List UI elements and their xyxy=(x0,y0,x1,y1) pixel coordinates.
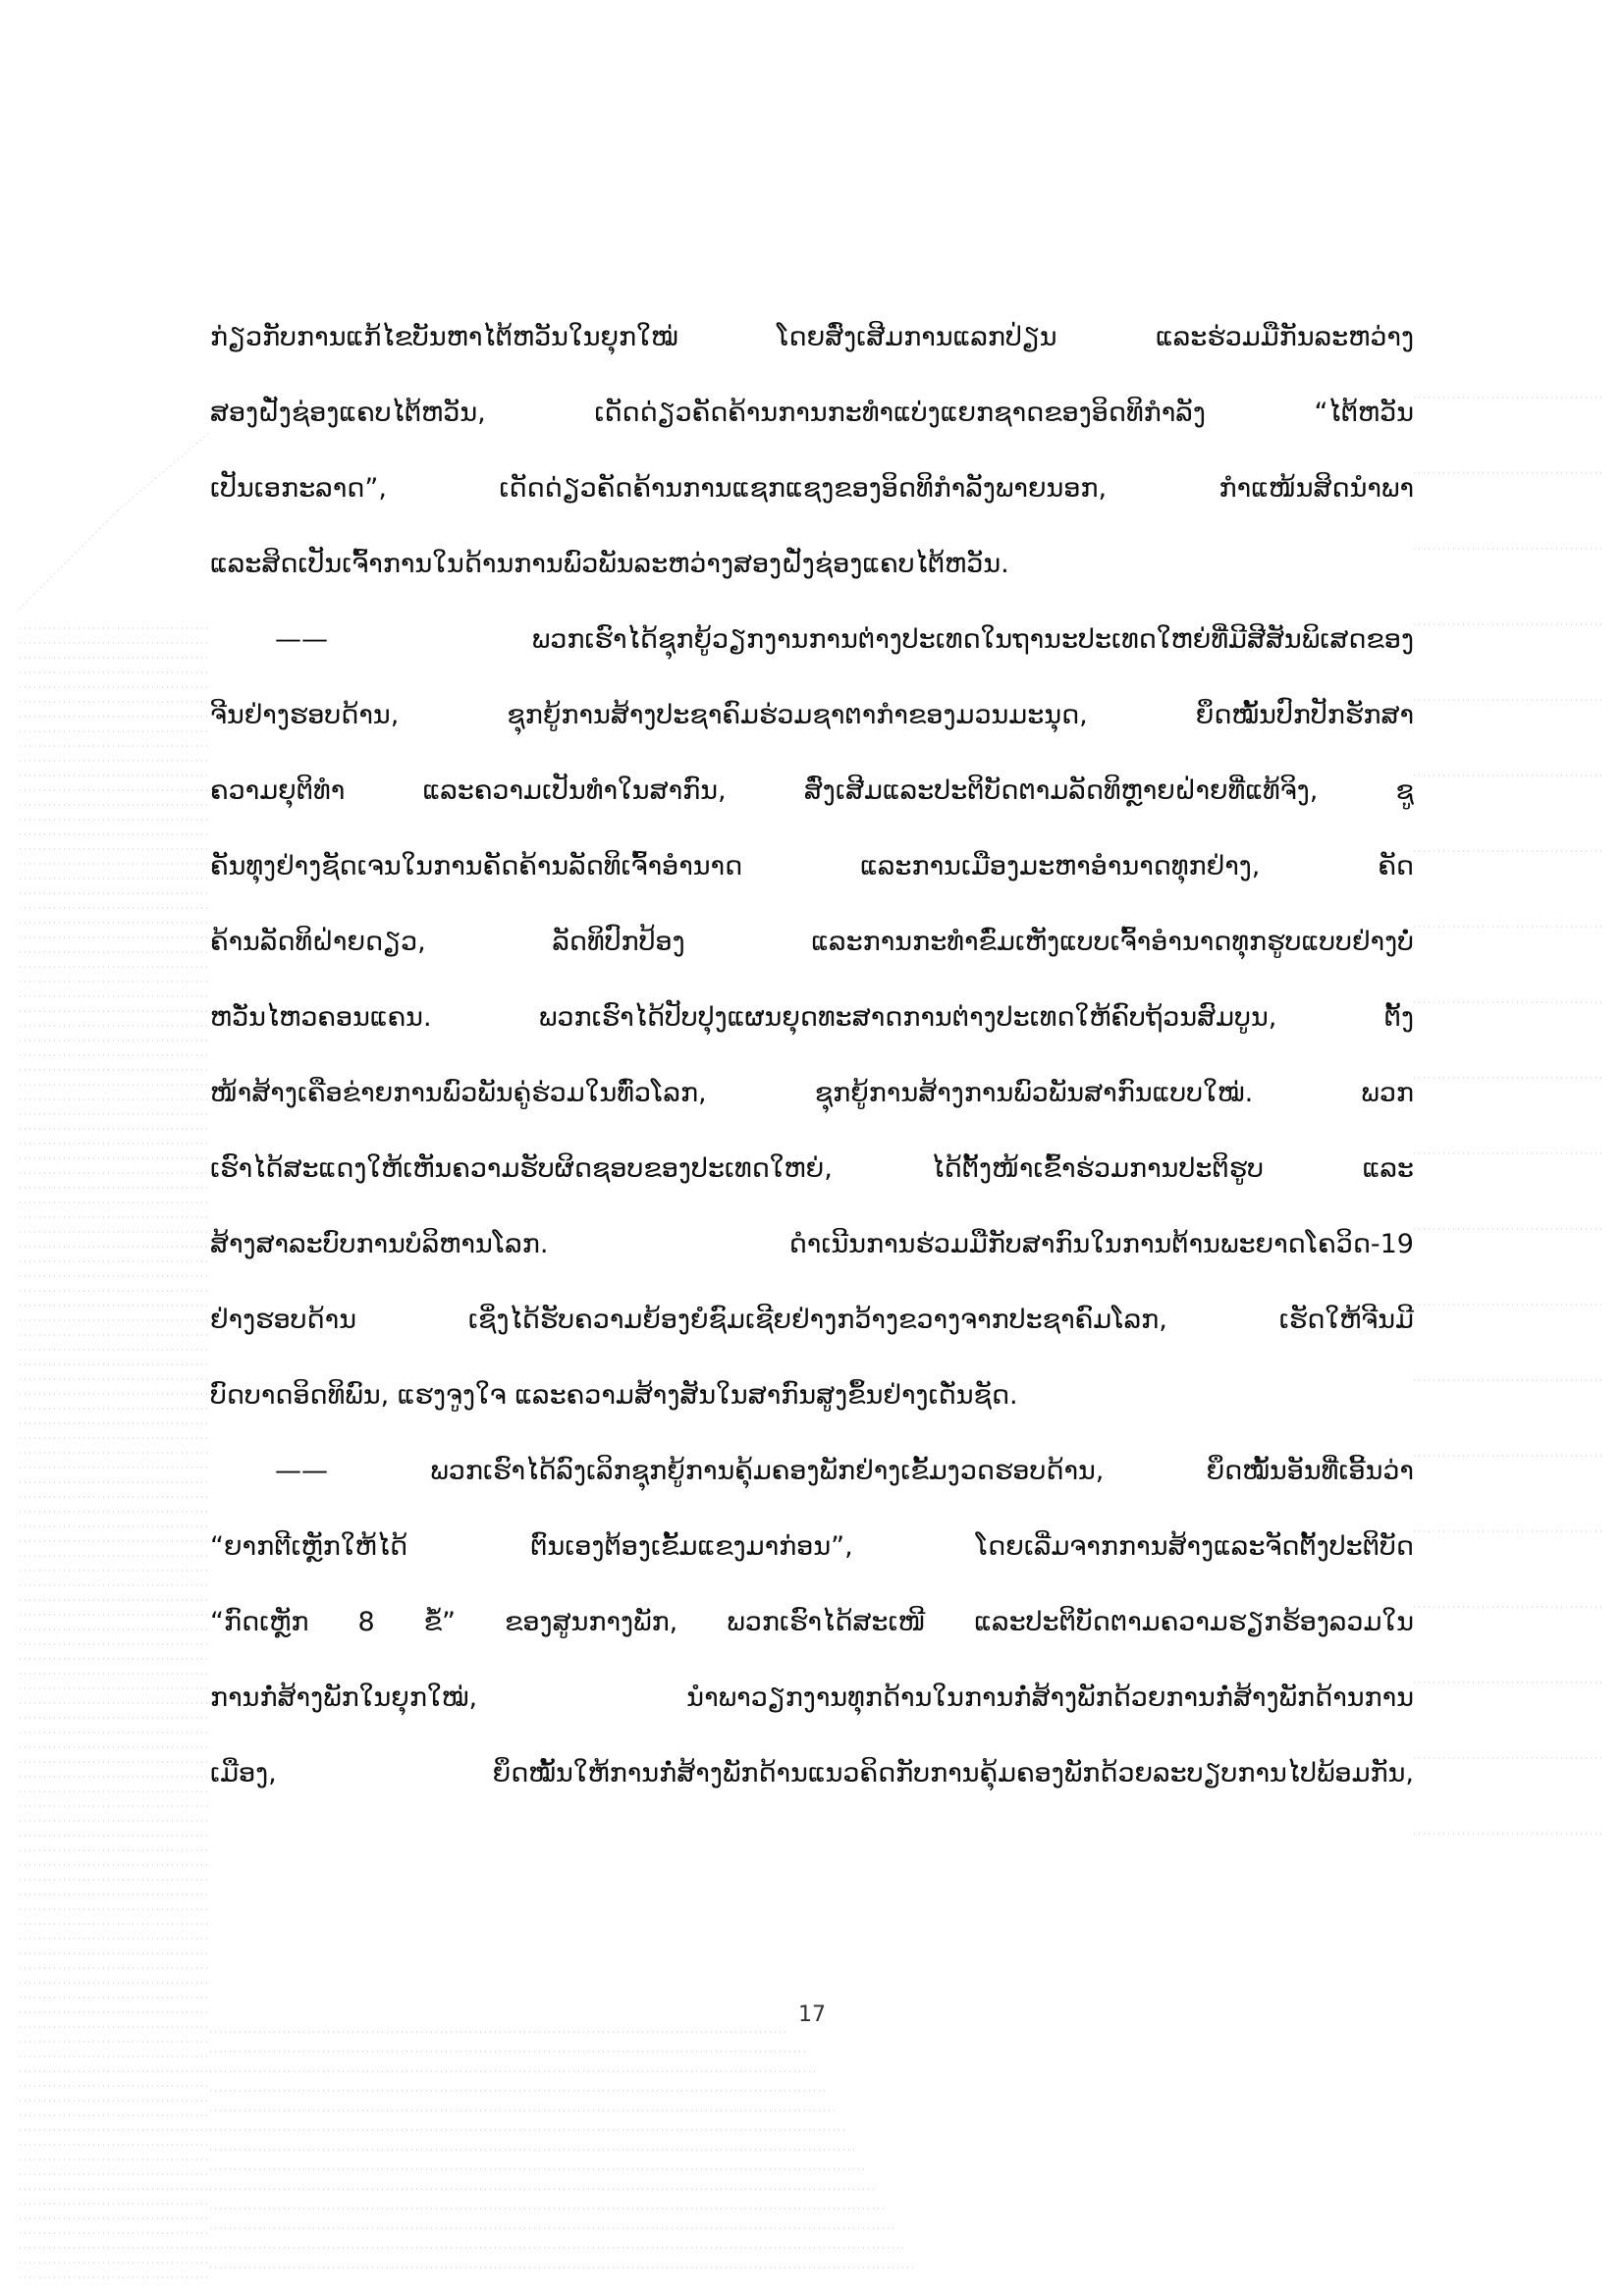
text-line-18-content: “ກົດເຫຼັກ 8 ຂໍ້” ຂອງສູນກາງພັກ, ພວກເຮົາໄດ້ສະເໜີ ແລະປະຕິບັດຕາມຄວາມຮຽກຮ້ອງລວມໃນ xyxy=(210,1607,1414,1637)
text-line-17-content: “ຍາກຕີເຫຼັກໃຫ້ໄດ້ ຕົນເອງຕ້ອງເຂັ້ມແຂງມາກ່ອນ”, ໂດຍເລີ່ມຈາກການສ້າງແລະຈັດຕັ້ງປະຕິບັດ xyxy=(210,1531,1414,1562)
text-line-13-content: ສ້າງສາລະບົບການບໍລິຫານໂລກ. ດຳເນີນການຮ່ວມມືກັບສາກົນໃນການຕ້ານພະຍາດໂຄວິດ-19 xyxy=(210,1229,1414,1259)
text-line-6-content: ຈີນຢ່າງຮອບດ້ານ, ຊຸກຍູ້ການສ້າງປະຊາຄົມຮ່ວມຊາຕາກຳຂອງມວນມະນຸດ, ຍຶດໝັ້ນປົກປັກຮັກສາ xyxy=(210,700,1414,730)
text-line-12 xyxy=(210,1131,1414,1206)
text-line-8 xyxy=(210,828,1414,904)
text-line-14-content: ຢ່າງຮອບດ້ານ ເຊິ່ງໄດ້ຮັບຄວາມຍ້ອງຍໍຊົມເຊີຍຢ່າງກວ້າງຂວາງຈາກປະຊາຄົມໂລກ, ເຮັດໃຫ້ຈີນມີ xyxy=(210,1305,1414,1335)
text-line-20-content: ເມືອງ, ຍຶດໝັ້ນໃຫ້ການກໍ່ສ້າງພັກດ້ານແນວຄິດກັບການຄຸ້ມຄອງພັກດ້ວຍລະບຽບການໄປພ້ອມກັນ, xyxy=(210,1758,1414,1789)
text-line-7-content: ຄວາມຍຸຕິທຳ ແລະຄວາມເປັນທຳໃນສາກົນ, ສົ່ງເສີມແລະປະຕິບັດຕາມລັດທິຫຼາຍຝ່າຍທີ່ແທ້ຈິງ, ຊູ xyxy=(210,775,1414,806)
text-line-3 xyxy=(210,451,1414,526)
text-line-12-content: ເຮົາໄດ້ສະແດງໃຫ້ເຫັນຄວາມຮັບຜິດຊອບຂອງປະເທດໃຫຍ່, ໄດ້ຕັ້ງໜ້າເຂົ້າຮ່ວມການປະຕິຮູບ ແລະ xyxy=(210,1153,1414,1184)
text-line-18 xyxy=(210,1584,1414,1660)
text-line-11-content: ໜ້າສ້າງເຄືອຂ່າຍການພົວພັນຄູ່ຮ່ວມໃນທົ່ວໂລກ, ຊຸກຍູ້ການສ້າງການພົວພັນສາກົນແບບໃໝ່. ພວກ xyxy=(210,1078,1414,1108)
text-line-5-content: —— ພວກເຮົາໄດ້ຊຸກຍູ້ວຽກງານການຕ່າງປະເທດໃນຖານະປະເທດໃຫຍ່ທີ່ມີສີສັນພິເສດຂອງ xyxy=(275,624,1414,655)
text-line-14 xyxy=(210,1282,1414,1358)
text-line-9 xyxy=(210,904,1414,980)
text-line-2 xyxy=(210,375,1414,451)
text-line-2-content: ສອງຝັ່ງຊ່ອງແຄບໄຕ້ຫວັນ, ເດັດດ່ຽວຄັດຄ້ານການກະທຳແບ່ງແຍກຊາດຂອງອິດທິກຳລັງ “ໄຕ້ຫວັນ xyxy=(210,398,1414,428)
text-line-20 xyxy=(210,1735,1414,1811)
text-line-15 xyxy=(210,1358,1414,1433)
text-line-19-content: ການກໍ່ສ້າງພັກໃນຍຸກໃໝ່, ນຳພາວຽກງານທຸກດ້ານໃນການກໍ່ສ້າງພັກດ້ວຍການກໍ່ສ້າງພັກດ້ານການ xyxy=(210,1682,1414,1713)
text-line-10-content: ຫວັ່ນໄຫວຄອນແຄນ. ພວກເຮົາໄດ້ປັບປຸງແຜນຍຸດທະສາດການຕ່າງປະເທດໃຫ້ຄົບຖ້ວນສົມບູນ, ຕັ້ງ xyxy=(210,1002,1414,1033)
text-line-3-content: ເປັນເອກະລາດ”, ເດັດດ່ຽວຄັດຄ້ານການແຊກແຊງຂອງອິດທິກຳລັງພາຍນອກ, ກຳແໜ້ນສິດນຳພາ xyxy=(210,473,1414,504)
text-line-4-content: ແລະສິດເປັນເຈົ້າການໃນດ້ານການພົວພັນລະຫວ່າງສອງຝັ່ງຊ່ອງແຄບໄຕ້ຫວັນ. xyxy=(210,549,1009,579)
text-line-6 xyxy=(210,677,1414,753)
text-line-1-content: ກ່ຽວກັບການແກ້ໄຂບັນຫາໄຕ້ຫວັນໃນຍຸກໃໝ່ ໂດຍສົ່ງເສີມການແລກປ່ຽນ ແລະຮ່ວມມືກັນລະຫວ່າງ xyxy=(210,322,1414,352)
text-line-5 xyxy=(210,602,1414,677)
text-line-19 xyxy=(210,1660,1414,1735)
text-line-10 xyxy=(210,980,1414,1055)
text-line-17 xyxy=(210,1509,1414,1584)
text-line-15-content: ບົດບາດອິດທິພົນ, ແຮງຈູງໃຈ ແລະຄວາມສ້າງສັນໃນສາກົນສູງຂຶ້ນຢ່າງເດັ່ນຊັດ. xyxy=(210,1380,1018,1411)
text-line-1 xyxy=(210,299,1414,375)
text-line-7 xyxy=(210,753,1414,828)
page-number: 17 xyxy=(798,2002,826,2027)
text-line-11 xyxy=(210,1055,1414,1131)
text-line-9-content: ຄ້ານລັດທິຝ່າຍດຽວ, ລັດທິປົກປ້ອງ ແລະການກະທຳຂົ່ມເຫັງແບບເຈົ້າອຳນາດທຸກຮູບແບບຢ່າງບໍ່ xyxy=(210,927,1414,957)
text-line-16-content: —— ພວກເຮົາໄດ້ລົງເລິກຊຸກຍູ້ການຄຸ້ມຄອງພັກຢ່າງເຂັ້ມງວດຮອບດ້ານ, ຍຶດໝັ້ນອັນທີ່ເອີ້ນວ່າ xyxy=(275,1456,1414,1486)
text-line-16 xyxy=(210,1433,1414,1509)
body-text xyxy=(210,299,1414,1811)
text-line-13 xyxy=(210,1206,1414,1282)
text-line-8-content: ຄັນທຸງຢ່າງຊັດເຈນໃນການຄັດຄ້ານລັດທິເຈົ້າອຳນາດ ແລະການເມືອງມະຫາອຳນາດທຸກຢ່າງ, ຄັດ xyxy=(210,851,1414,881)
text-line-4 xyxy=(210,526,1414,602)
